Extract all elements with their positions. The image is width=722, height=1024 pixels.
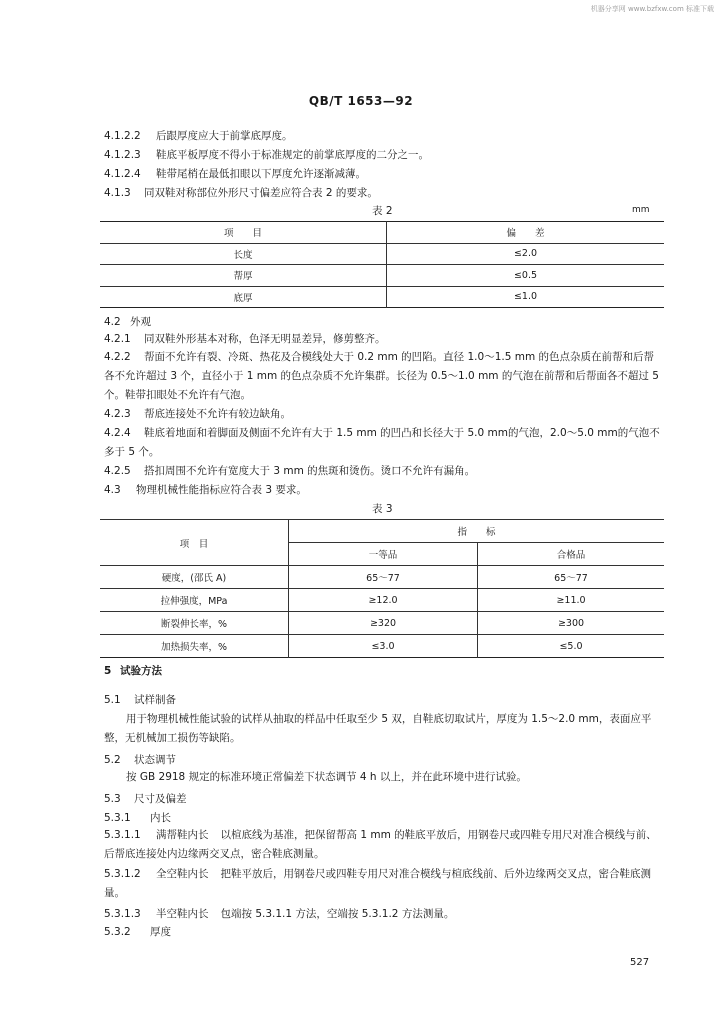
row-label: 拉伸强度，MPa <box>100 589 289 612</box>
section-title: 状态调节 <box>134 754 176 766</box>
table2-caption: 表 2 <box>372 205 393 217</box>
section-number: 5 <box>104 665 112 677</box>
row-value-qualified: ≤5.0 <box>478 635 665 658</box>
clause-4-1-2-4 <box>104 166 366 182</box>
clause-text: 帮面不允许有裂、冷斑、热花及合模线处大于 0.2 mm 的凹陷。直径 1.0～1.5 mm 的色点杂质在前帮和后帮各不允许超过 3 个，直径小于 1 mm 的色点杂质不允许集群。长径为 0.5～1.0 mm 的气泡在前帮和后帮面各不超过 5 个。鞋带扣眼处不允许有气泡。 <box>104 351 659 401</box>
clause-4-2-2 <box>104 348 664 405</box>
table-row <box>100 566 664 589</box>
clause-5-3-1-3 <box>104 906 454 922</box>
section-5-1-heading <box>104 692 176 708</box>
clause-4-1-2-3 <box>104 147 429 163</box>
row-value-first-grade: 65～77 <box>289 566 478 589</box>
header-qualified: 合格品 <box>478 543 665 566</box>
header-deviation: 偏 差 <box>387 222 665 244</box>
table-header-row <box>100 222 664 244</box>
clause-number: 4.1.2.4 <box>104 168 141 180</box>
clause-title: 半空鞋内长 <box>156 908 209 920</box>
clause-number: 4.3 <box>104 484 121 496</box>
section-number: 5.2 <box>104 754 121 766</box>
clause-5-3-1-1 <box>104 826 664 864</box>
row-value-first-grade: ≥320 <box>289 612 478 635</box>
row-value: ≤1.0 <box>513 291 538 303</box>
clause-4-1-3 <box>104 185 378 201</box>
section-title: 外观 <box>130 316 151 328</box>
table-3 <box>100 519 664 658</box>
row-label: 断裂伸长率，% <box>100 612 289 635</box>
section-5-3-1-heading <box>104 810 171 826</box>
clause-text: 同双鞋外形基本对称，色泽无明显差异，修剪整齐。 <box>144 333 386 345</box>
table-row <box>100 635 664 658</box>
section-number: 4.2 <box>104 316 121 328</box>
row-label: 加热损失率，% <box>100 635 289 658</box>
section-title: 内长 <box>150 812 171 824</box>
section-5-3-heading <box>104 791 187 807</box>
clause-text: 同双鞋对称部位外形尺寸偏差应符合表 2 的要求。 <box>144 187 378 199</box>
clause-text: 以楦底线为基准，把保留帮高 1 mm 的鞋底平放后，用钢卷尺或四鞋专用尺对准合模线与前、后帮底连接处内边缘两交叉点，密合鞋底测量。 <box>104 829 657 860</box>
clause-title: 满帮鞋内长 <box>156 829 209 841</box>
clause-number: 4.2.2 <box>104 351 131 363</box>
row-label: 硬度，(邵氏 A) <box>100 566 289 589</box>
section-number: 5.3.2 <box>104 926 131 938</box>
clause-title: 全空鞋内长 <box>156 868 209 880</box>
clause-number: 5.3.1.3 <box>104 908 141 920</box>
header-item: 项 目 <box>100 222 387 244</box>
clause-text: 帮底连接处不允许有较边缺角。 <box>144 408 291 420</box>
table-header-row <box>100 520 664 543</box>
clause-text: 鞋带尾梢在最低扣眼以下厚度允许逐渐减薄。 <box>156 168 366 180</box>
section-5-2-body: 按 GB 2918 规定的标准环境正常偏差下状态调节 4 h 以上，并在此环境中进行试验。 <box>126 771 527 783</box>
table-row <box>100 243 664 265</box>
page-number: 527 <box>630 957 650 968</box>
row-value-qualified: ≥11.0 <box>478 589 665 612</box>
row-label: 底厚 <box>100 286 387 308</box>
clause-text: 鞋底平板厚度不得小于标准规定的前掌底厚度的二分之一。 <box>156 149 429 161</box>
clause-number: 4.2.5 <box>104 465 131 477</box>
section-5-heading <box>104 663 162 679</box>
watermark: 机器分享网 www.bzfxw.com 标准下载 <box>590 5 714 13</box>
table2-unit: mm <box>632 205 650 215</box>
clause-text: 包端按 5.3.1.1 方法，空端按 5.3.1.2 方法测量。 <box>220 908 455 920</box>
clause-number: 4.1.2.3 <box>104 149 141 161</box>
section-number: 5.3.1 <box>104 812 131 824</box>
row-value: ≤2.0 <box>387 243 665 265</box>
row-value-qualified: ≥300 <box>478 612 665 635</box>
clause-text: 鞋底着地面和着脚面及侧面不允许有大于 1.5 mm 的凹凸和长径大于 5.0 mm的气泡，2.0～5.0 mm的气泡不多于 5 个。 <box>104 427 660 458</box>
row-label: 长度 <box>100 243 387 265</box>
section-title: 尺寸及偏差 <box>134 793 187 805</box>
row-value-qualified: 65～77 <box>478 566 665 589</box>
section-title: 试验方法 <box>120 665 162 677</box>
section-5-3-2-heading <box>104 924 171 940</box>
row-label: 帮厚 <box>100 265 387 287</box>
clause-number: 4.2.4 <box>104 427 131 439</box>
clause-4-2-3 <box>104 405 664 424</box>
table3-caption: 表 3 <box>372 503 393 515</box>
clause-5-3-1-2 <box>104 865 664 903</box>
table-row <box>100 589 664 612</box>
clause-4-1-2-2 <box>104 128 293 144</box>
clause-4-2-5 <box>104 462 664 481</box>
row-value-first-grade: ≥12.0 <box>289 589 478 612</box>
clause-number: 4.2.3 <box>104 408 131 420</box>
clause-text: 搭扣周围不允许有宽度大于 3 mm 的焦斑和烫伤。烫口不允许有漏角。 <box>144 465 476 477</box>
section-number: 5.3 <box>104 793 121 805</box>
clause-4-2-4 <box>104 424 664 462</box>
section-5-1-body: 用于物理机械性能试验的试样从抽取的样品中任取至少 5 双，自鞋底切取试片，厚度为 1.5～2.0 mm，表面应平整，无机械加工损伤等缺陷。 <box>104 713 652 744</box>
section-5-2-heading <box>104 752 176 768</box>
table-2 <box>100 221 664 308</box>
section-title: 厚度 <box>150 926 171 938</box>
table-row <box>100 286 664 308</box>
header-indicator: 指 标 <box>289 520 665 543</box>
clause-number: 5.3.1.2 <box>104 868 141 880</box>
clause-number: 5.3.1.1 <box>104 829 141 841</box>
table-row <box>100 612 664 635</box>
clause-text: 把鞋平放后，用钢卷尺或四鞋专用尺对准合模线与楦底线前、后外边缘两交叉点，密合鞋底测量。 <box>104 868 651 899</box>
clause-4-3 <box>104 481 664 500</box>
clause-number: 4.1.2.2 <box>104 130 141 142</box>
row-value-first-grade: ≤3.0 <box>289 635 478 658</box>
header-first-grade: 一等品 <box>289 543 478 566</box>
clause-text: 物理机械性能指标应符合表 3 要求。 <box>136 484 307 496</box>
row-value: ≤0.5 <box>387 265 665 287</box>
clause-4-2-1 <box>104 330 664 349</box>
section-4-2-heading <box>104 314 151 330</box>
page-header: QB/T 1653—92 <box>308 94 414 108</box>
clause-number: 4.2.1 <box>104 333 131 345</box>
section-title: 试样制备 <box>134 694 176 706</box>
section-number: 5.1 <box>104 694 121 706</box>
header-item: 项 目 <box>100 520 289 566</box>
table-row <box>100 265 664 287</box>
clause-text: 后跟厚度应大于前掌底厚度。 <box>156 130 293 142</box>
clause-number: 4.1.3 <box>104 187 131 199</box>
